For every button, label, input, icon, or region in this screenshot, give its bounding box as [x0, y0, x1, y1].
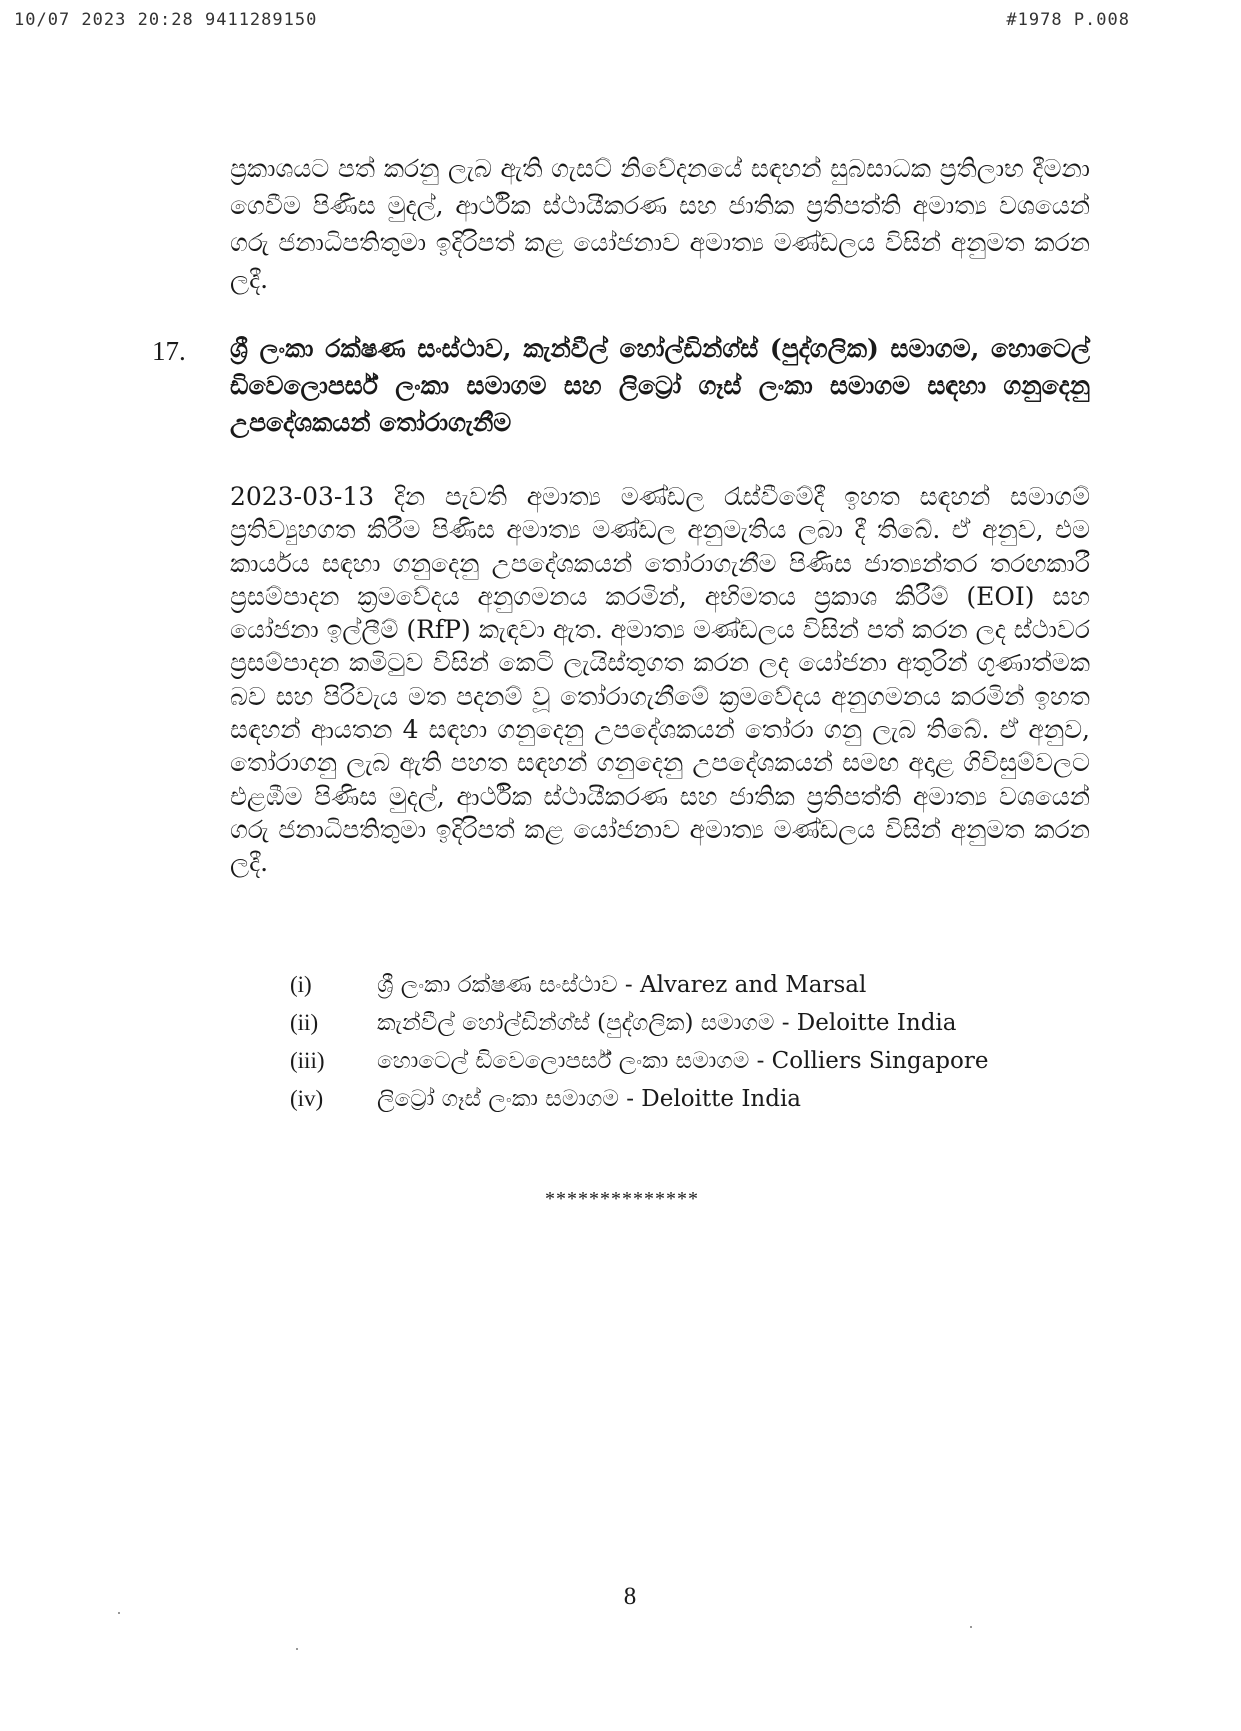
list-numeral: (ii) — [290, 1010, 319, 1035]
list-item — [290, 1086, 1090, 1124]
list-numeral: (i) — [290, 972, 312, 997]
section-separator: ************** — [545, 1188, 699, 1210]
list-item — [290, 1048, 1090, 1086]
consultant-list — [290, 972, 1090, 1124]
scan-speck — [970, 1626, 972, 1628]
list-entry: කැන්වීල් හෝල්ඩින්ග්ස් (පුද්ගලික) සමාගම - Deloitte India — [377, 1010, 957, 1036]
list-entry: ශ්‍රී ලංකා රක්ෂණ සංස්ථාව - Alvarez and Marsal — [377, 972, 867, 998]
list-entry: හොටෙල් ඩිවෙලොපර්ස් ලංකා සමාගම - Colliers Singapore — [377, 1048, 989, 1074]
list-numeral: (iv) — [290, 1086, 324, 1111]
fax-header-page-ref: #1978 P.008 — [1006, 10, 1130, 30]
list-entry: ලිට්‍රෝ ගෑස් ලංකා සමාගම - Deloitte India — [377, 1086, 802, 1112]
scan-speck — [296, 1648, 298, 1650]
intro-paragraph: ප්‍රකාශයට පත් කරනු ලැබ ඇති ගැසට් නිවේදනයේ සඳහන් සුබසාධක ප්‍රතිලාභ දීමනා ගෙවීම පිණිස මුදල්, ආර්ථික ස්ථායීකරණ සහ ජාතික ප්‍රතිපත්ති අමාත්‍ය වශයෙන් ගරු ජනාධිපතිතුමා ඉදිරිපත් කළ යෝජනාව අමාත්‍ය මණ්ඩලය විසින් අනුමත කරන ලදී. — [230, 154, 1090, 294]
fax-header-datetime-number: 10/07 2023 20:28 9411289150 — [14, 10, 318, 30]
scan-speck — [118, 1612, 120, 1614]
item-body: 2023-03-13 දින පැවති අමාත්‍ය මණ්ඩල රැස්වීමේදී ඉහත සඳහන් සමාගම් ප්‍රතිව්‍යුහගත කිරීම පිණිස අමාත්‍ය මණ්ඩල අනුමැතිය ලබා දී තිබේ. ඒ අනුව, එම කාර්යය සඳහා ගනුදෙනු උපදේශකයන් තෝරාගැනීම පිණිස ජාත්‍යන්තර තරඟකාරී ප්‍රසම්පාදන ක්‍රමවේදය අනුගමනය කරමින්, අභිමතය ප්‍රකාශ කිරීම් (EOI) සහ යෝජනා ඉල්ලීම් (RfP) කැඳවා ඇත. අමාත්‍ය මණ්ඩලය විසින් පත් කරන ලද ස්ථාවර ප්‍රසම්පාදන කමිටුව විසින් කෙටි ලැයිස්තුගත කරන ලද යෝජනා අතුරින් ගුණාත්මක බව සහ පිරිවැය මත පදනම් වූ තෝරාගැනීමේ ක්‍රමවේදය අනුගමනය කරමින් ඉහත සඳහන් ආයතන 4 සඳහා ගනුදෙනු උපදේශකයන් තෝරා ගනු ලැබ තිබේ. ඒ අනුව, තෝරාගනු ලැබ ඇති පහත සඳහන් ගනුදෙනු උපදේශකයන් සමඟ අදාළ ගිවිසුම්වලට එළඹීම පිණිස මුදල්, ආර්ථික ස්ථායීකරණ සහ ජාතික ප්‍රතිපත්ති අමාත්‍ය වශයෙන් ගරු ජනාධිපතිතුමා ඉදිරිපත් කළ යෝජනාව අමාත්‍ය මණ්ඩලය විසින් අනුමත කරන ලදී. — [230, 482, 1090, 878]
list-numeral: (iii) — [290, 1048, 325, 1073]
page-number: 8 — [623, 1583, 637, 1610]
item-heading: ශ්‍රී ලංකා රක්ෂණ සංස්ථාව, කැන්වීල් හෝල්ඩින්ග්ස් (පුද්ගලික) සමාගම, හොටෙල් ඩිවෙලොපර්ස් ලංකා සමාගම සහ ලිට්‍රෝ ගෑස් ලංකා සමාගම සඳහා ගනුදෙනු උපදේශකයන් තෝරාගැනීම — [230, 334, 1090, 437]
item-number: 17. — [152, 336, 186, 366]
list-item — [290, 1010, 1090, 1048]
fax-header — [14, 10, 1130, 34]
list-item — [290, 972, 1090, 1010]
